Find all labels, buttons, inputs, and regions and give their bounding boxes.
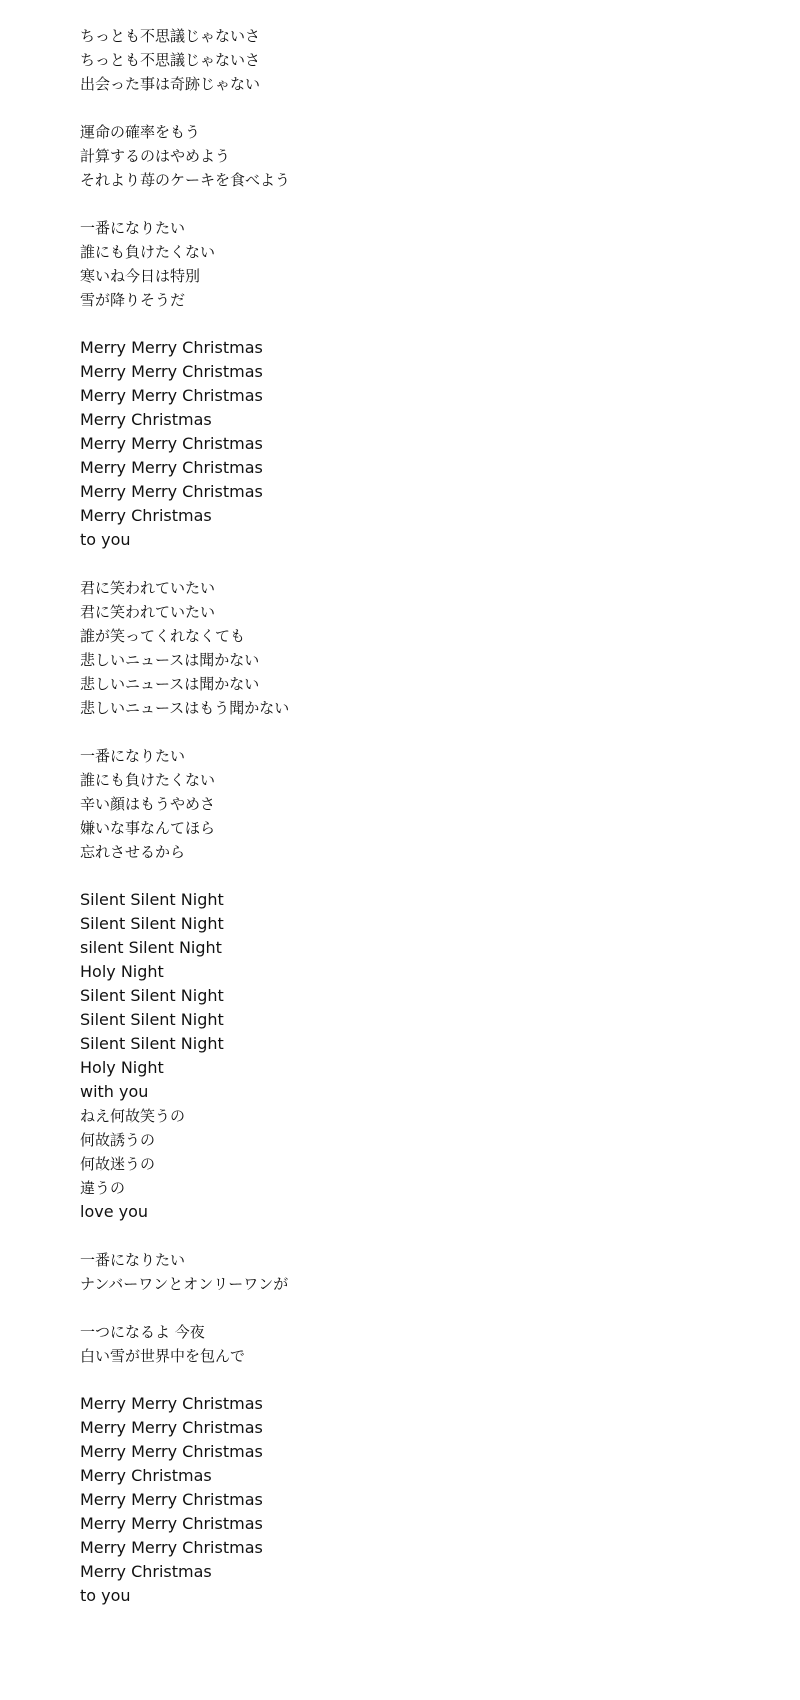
lyrics-line: Merry Merry Christmas — [80, 1514, 263, 1533]
lyrics-line: Merry Merry Christmas — [80, 458, 263, 477]
lyrics-line: 悲しいニュースは聞かない — [80, 675, 260, 693]
lyrics-line: Holy Night — [80, 1058, 164, 1077]
lyrics-line: Silent Silent Night — [80, 986, 224, 1005]
lyrics-stanza — [80, 576, 720, 720]
lyrics-line: 計算するのはやめよう — [80, 147, 231, 165]
lyrics-line: 君に笑われていたい — [80, 579, 216, 597]
lyrics-body — [80, 24, 720, 1632]
lyrics-line: Holy Night — [80, 962, 164, 981]
lyrics-line: 一番になりたい — [80, 219, 186, 237]
lyrics-line: Merry Christmas — [80, 1562, 212, 1581]
lyrics-line: 辛い顔はもうやめさ — [80, 795, 216, 813]
lyrics-line: 誰にも負けたくない — [80, 243, 216, 261]
lyrics-line: 一番になりたい — [80, 1251, 186, 1269]
lyrics-line: Silent Silent Night — [80, 890, 224, 909]
lyrics-line: love you — [80, 1202, 149, 1221]
lyrics-line: 運命の確率をもう — [80, 123, 201, 141]
lyrics-line: 出会った事は奇跡じゃない — [80, 75, 261, 93]
lyrics-line: 雪が降りそうだ — [80, 291, 186, 309]
lyrics-line: 一番になりたい — [80, 747, 186, 765]
lyrics-line: Merry Merry Christmas — [80, 482, 263, 501]
lyrics-line: 白い雪が世界中を包んで — [80, 1347, 246, 1365]
lyrics-line: Merry Christmas — [80, 1466, 212, 1485]
lyrics-line: Merry Merry Christmas — [80, 386, 263, 405]
lyrics-line: with you — [80, 1082, 149, 1101]
lyrics-line: 誰にも負けたくない — [80, 771, 216, 789]
lyrics-line: Merry Merry Christmas — [80, 434, 263, 453]
lyrics-line: 君に笑われていたい — [80, 603, 216, 621]
lyrics-line: ねえ何故笑うの — [80, 1107, 186, 1125]
lyrics-line: 悲しいニュースは聞かない — [80, 651, 260, 669]
lyrics-stanza — [80, 24, 720, 96]
lyrics-line: 違うの — [80, 1179, 126, 1197]
lyrics-line: Merry Merry Christmas — [80, 1394, 263, 1413]
lyrics-line: Merry Merry Christmas — [80, 338, 263, 357]
lyrics-stanza — [80, 1248, 720, 1296]
lyrics-line: to you — [80, 530, 131, 549]
lyrics-stanza — [80, 744, 720, 864]
lyrics-line: ちっとも不思議じゃないさ — [80, 51, 261, 69]
lyrics-line: 誰が笑ってくれなくても — [80, 627, 246, 645]
lyrics-line: Merry Christmas — [80, 410, 212, 429]
lyrics-line: Silent Silent Night — [80, 1010, 224, 1029]
lyrics-line: 悲しいニュースはもう聞かない — [80, 699, 290, 717]
lyrics-line: Silent Silent Night — [80, 1034, 224, 1053]
lyrics-line: Merry Merry Christmas — [80, 1442, 263, 1461]
lyrics-stanza — [80, 216, 720, 312]
lyrics-stanza — [80, 1320, 720, 1368]
lyrics-line: silent Silent Night — [80, 938, 222, 957]
lyrics-stanza — [80, 1392, 720, 1608]
lyrics-line: 何故迷うの — [80, 1155, 156, 1173]
lyrics-line: to you — [80, 1586, 131, 1605]
lyrics-stanza — [80, 336, 720, 552]
lyrics-stanza — [80, 120, 720, 192]
lyrics-line: Silent Silent Night — [80, 914, 224, 933]
lyrics-line: 一つになるよ 今夜 — [80, 1323, 205, 1341]
lyrics-line: 寒いね今日は特別 — [80, 267, 201, 285]
lyrics-line: 忘れさせるから — [80, 843, 186, 861]
lyrics-line: Merry Christmas — [80, 506, 212, 525]
lyrics-line: ちっとも不思議じゃないさ — [80, 27, 261, 45]
lyrics-line: Merry Merry Christmas — [80, 1490, 263, 1509]
lyrics-line: Merry Merry Christmas — [80, 362, 263, 381]
lyrics-line: Merry Merry Christmas — [80, 1418, 263, 1437]
lyrics-line: ナンバーワンとオンリーワンが — [80, 1275, 289, 1293]
lyrics-stanza — [80, 888, 720, 1224]
lyrics-line: Merry Merry Christmas — [80, 1538, 263, 1557]
lyrics-line: それより苺のケーキを食べよう — [80, 171, 291, 189]
lyrics-line: 嫌いな事なんてほら — [80, 819, 216, 837]
lyrics-line: 何故誘うの — [80, 1131, 156, 1149]
